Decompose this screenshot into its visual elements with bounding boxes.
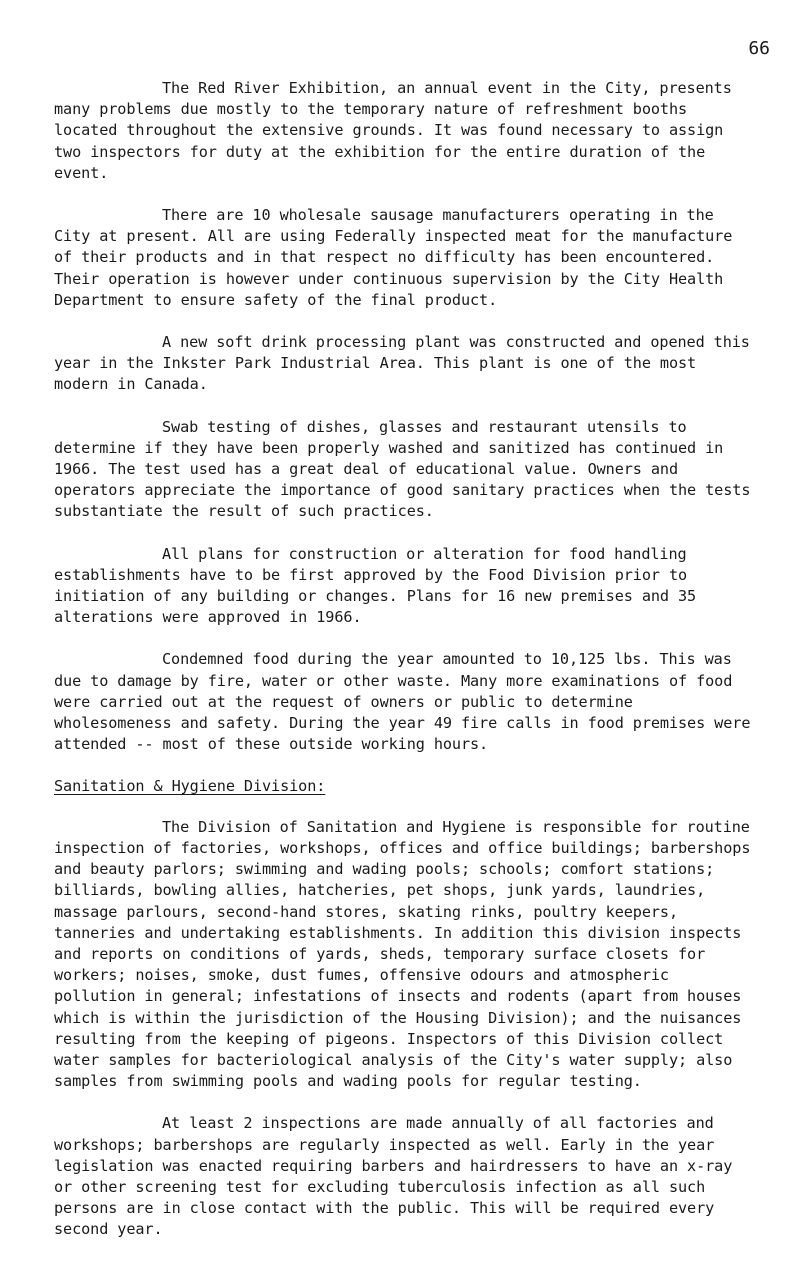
section-heading-sanitation: Sanitation & Hygiene Division:: [54, 777, 326, 796]
document-body: [54, 78, 754, 1262]
paragraph-sanitation-responsibilities: The Division of Sanitation and Hygiene is responsible for routine inspection of factories, workshops, offices and office buildings; barbershops and beauty parlors; swimming and wading pools; schools; comfort stations; billiards, bowling allies, hatcheries, pet shops, junk yards, laundries, massage parlours, second-hand stores, skating rinks, poultry keepers, tanneries and undertaking establishments. In addition this division inspects and reports on conditions of yards, sheds, temporary surface closets for workers; noises, smoke, dust fumes, offensive odours and atmospheric pollution in general; infestations of insects and rodents (apart from houses which is within the jurisdiction of the Housing Division); and the nuisances resulting from the keeping of pigeons. Inspectors of this Division collect water samples for bacteriological analysis of the City's water supply; also samples from swimming pools and wading pools for regular testing.: [54, 817, 751, 1091]
paragraph-red-river-exhibition: The Red River Exhibition, an annual event in the City, presents many problems due mostly to the temporary nature of refreshment booths located throughout the extensive grounds. It was found necessary to assign two inspectors for duty at the exhibition for the entire duration of the event.: [54, 79, 732, 182]
paragraph-soft-drink-plant: A new soft drink processing plant was constructed and opened this year in the Inkster Park Industrial Area. This plant is one of the most modern in Canada.: [54, 333, 750, 394]
paragraph-swab-testing: Swab testing of dishes, glasses and restaurant utensils to determine if they have been properly washed and sanitized has continued in 1966. The test used has a great deal of educational value. Owners and operators appreciate the importance of good sanitary practices when the tests substantiate the result of such practices.: [54, 417, 751, 521]
page-number: 66: [748, 38, 770, 59]
paragraph-sausage-manufacturers: There are 10 wholesale sausage manufacturers operating in the City at present. All are using Federally inspected meat for the manufacture of their products and in that respect no difficulty has been encountered. Their operation is however under continuous supervision by the City Health Department to ensure safety of the final product.: [54, 206, 733, 309]
paragraph-condemned-food: Condemned food during the year amounted to 10,125 lbs. This was due to damage by fire, water or other waste. Many more examinations of food were carried out at the request of owners or public to determine wholesomeness and safety. During the year 49 fire calls in food premises were attended -- most of these outside working hours.: [54, 650, 751, 754]
paragraph-construction-plans: All plans for construction or alteration for food handling establishments have to be first approved by the Food Division prior to initiation of any building or changes. Plans for 16 new premises and 35 alterations were approved in 1966.: [54, 544, 697, 627]
paragraph-inspections-legislation: At least 2 inspections are made annually of all factories and workshops; barbershops are regularly inspected as well. Early in the year legislation was enacted requiring barbers and hairdressers to have an x-ray or other screening test for excluding tuberculosis infection as all such persons are in close contact with the public. This will be required every second year.: [54, 1114, 733, 1239]
